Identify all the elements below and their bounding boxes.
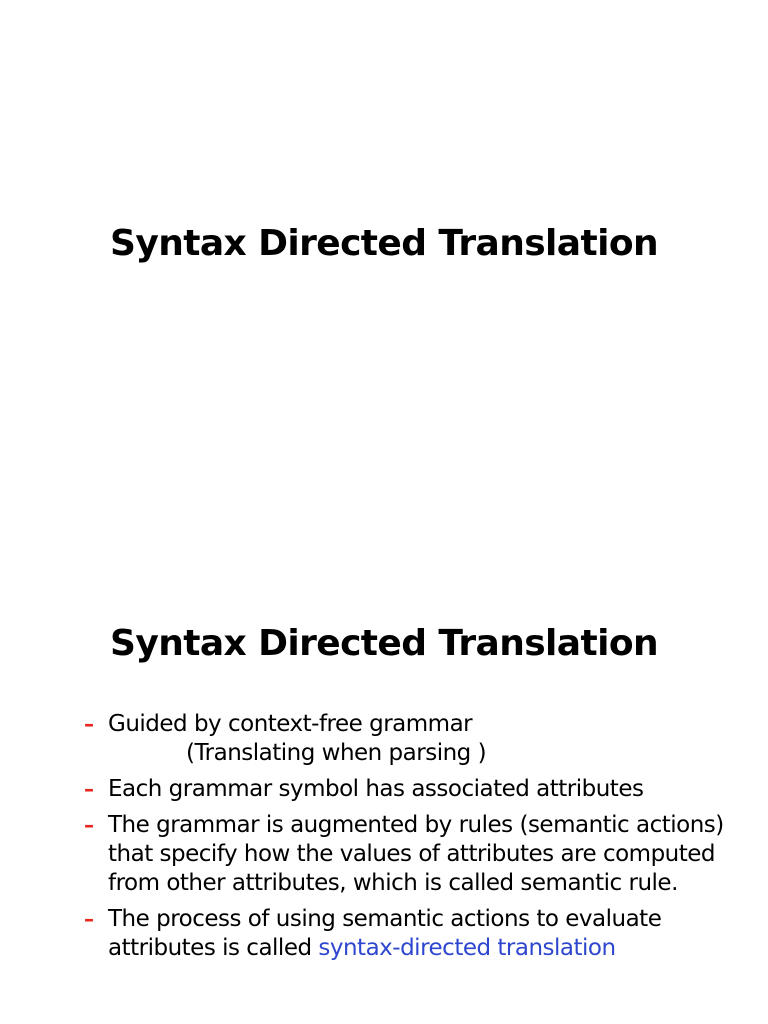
highlighted-term: syntax-directed translation xyxy=(318,935,616,961)
bullet-list xyxy=(84,710,724,970)
bullet-text: The grammar is augmented by rules (semantic actions) that specify how the values of attributes are computed from other attributes, which is called semantic rule. xyxy=(108,812,724,896)
bullet-text: Each grammar symbol has associated attributes xyxy=(108,776,644,802)
bullet-item-1 xyxy=(84,710,724,768)
bullet-dash-icon: – xyxy=(84,813,94,837)
slide-1-title: Syntax Directed Translation xyxy=(110,223,658,264)
bullet-item-3 xyxy=(84,811,724,898)
bullet-subtext: (Translating when parsing ) xyxy=(186,740,487,766)
slide-2 xyxy=(0,400,768,1024)
bullet-text: The process of using semantic actions to evaluate attributes is called xyxy=(108,906,662,961)
slide-2-title: Syntax Directed Translation xyxy=(110,623,658,664)
slide-1 xyxy=(0,0,768,400)
bullet-text: Guided by context-free grammar xyxy=(108,711,473,737)
bullet-dash-icon: – xyxy=(84,777,94,801)
bullet-dash-icon: – xyxy=(84,907,94,931)
bullet-dash-icon: – xyxy=(84,712,94,736)
bullet-item-2 xyxy=(84,775,724,804)
bullet-item-4 xyxy=(84,905,724,963)
